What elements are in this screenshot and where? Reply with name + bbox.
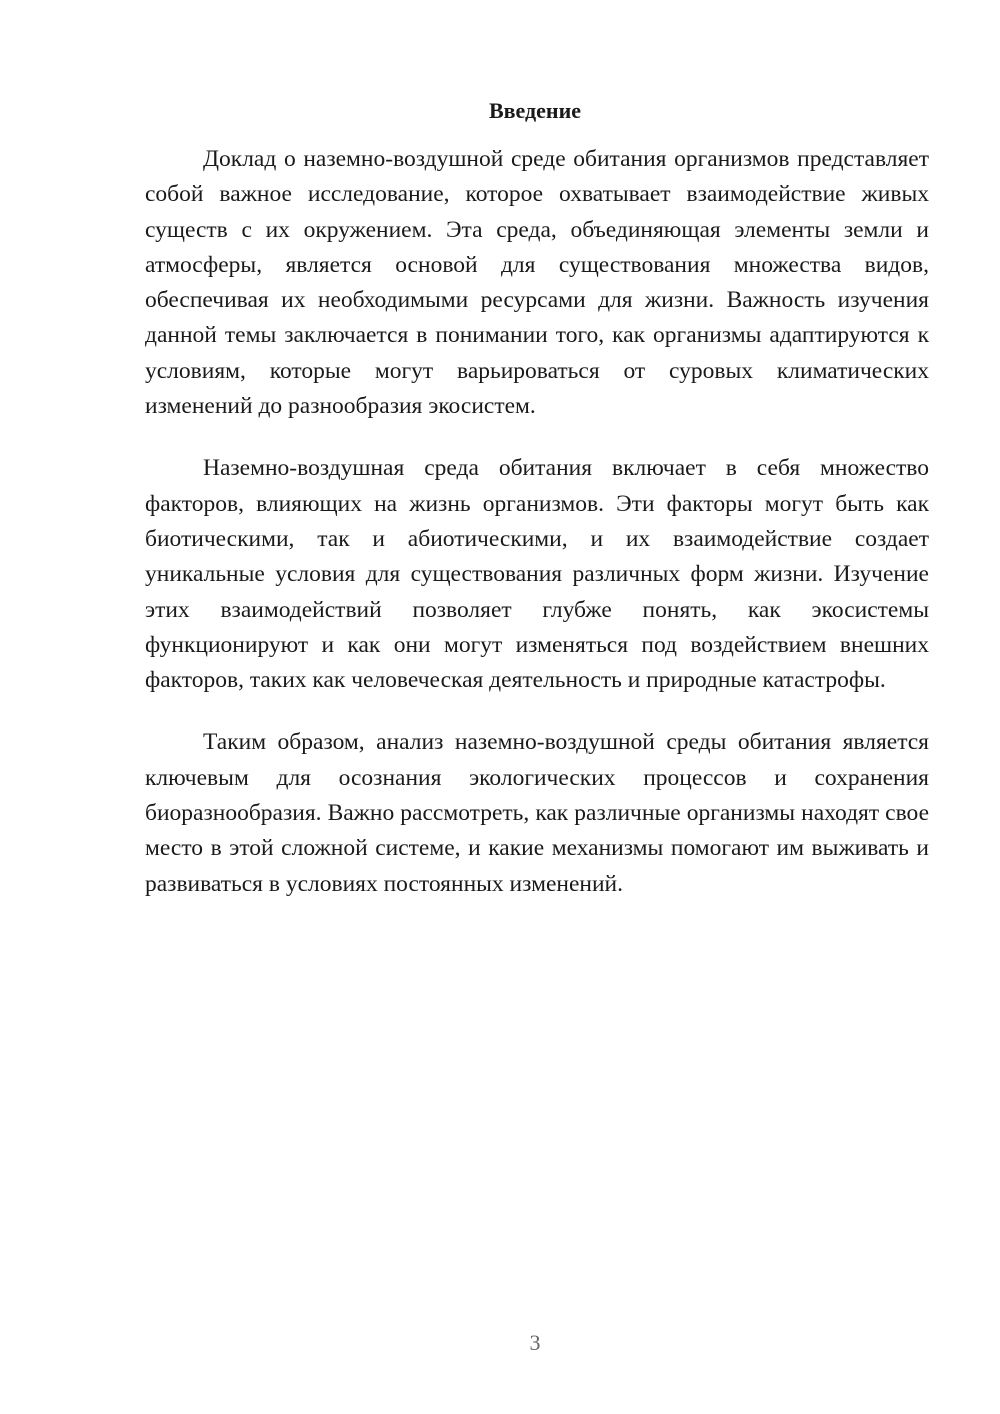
page-number: 3 bbox=[529, 1330, 541, 1355]
paragraph-2: Наземно-воздушная среда обитания включает в себя множество факторов, влияющих на жизнь организмов. Эти факторы могут быть как биотическими, так и абиотическими, и их взаимодействие создает уникальные условия для существования различных форм жизни. Изучение этих взаимодействий позволяет глубже понять, как экосистемы функционируют и как они могут изменяться под воздействием внешних факторов, таких как человеческая деятельность и природные катастрофы. bbox=[145, 455, 929, 694]
paragraph-3: Таким образом, анализ наземно-воздушной среды обитания является ключевым для осознания экологических процессов и сохранения биоразнообразия. Важно рассмотреть, как различные организмы находят свое место в этой сложной системе, и какие механизмы помогают им выживать и развиваться в условиях постоянных изменений. bbox=[145, 729, 929, 897]
paragraph-1: Доклад о наземно-воздушной среде обитания организмов представляет собой важное исследование, которое охватывает взаимодействие живых существ с их окружением. Эта среда, объединяющая элементы земли и атмосферы, является основой для существования множества видов, обеспечивая их необходимыми ресурсами для жизни. Важность изучения данной темы заключается в понимании того, как организмы адаптируются к условиям, которые могут варьироваться от суровых климатических изменений до разнообразия экосистем. bbox=[145, 146, 929, 420]
body-text bbox=[145, 142, 929, 929]
section-title: Введение bbox=[488, 98, 582, 123]
